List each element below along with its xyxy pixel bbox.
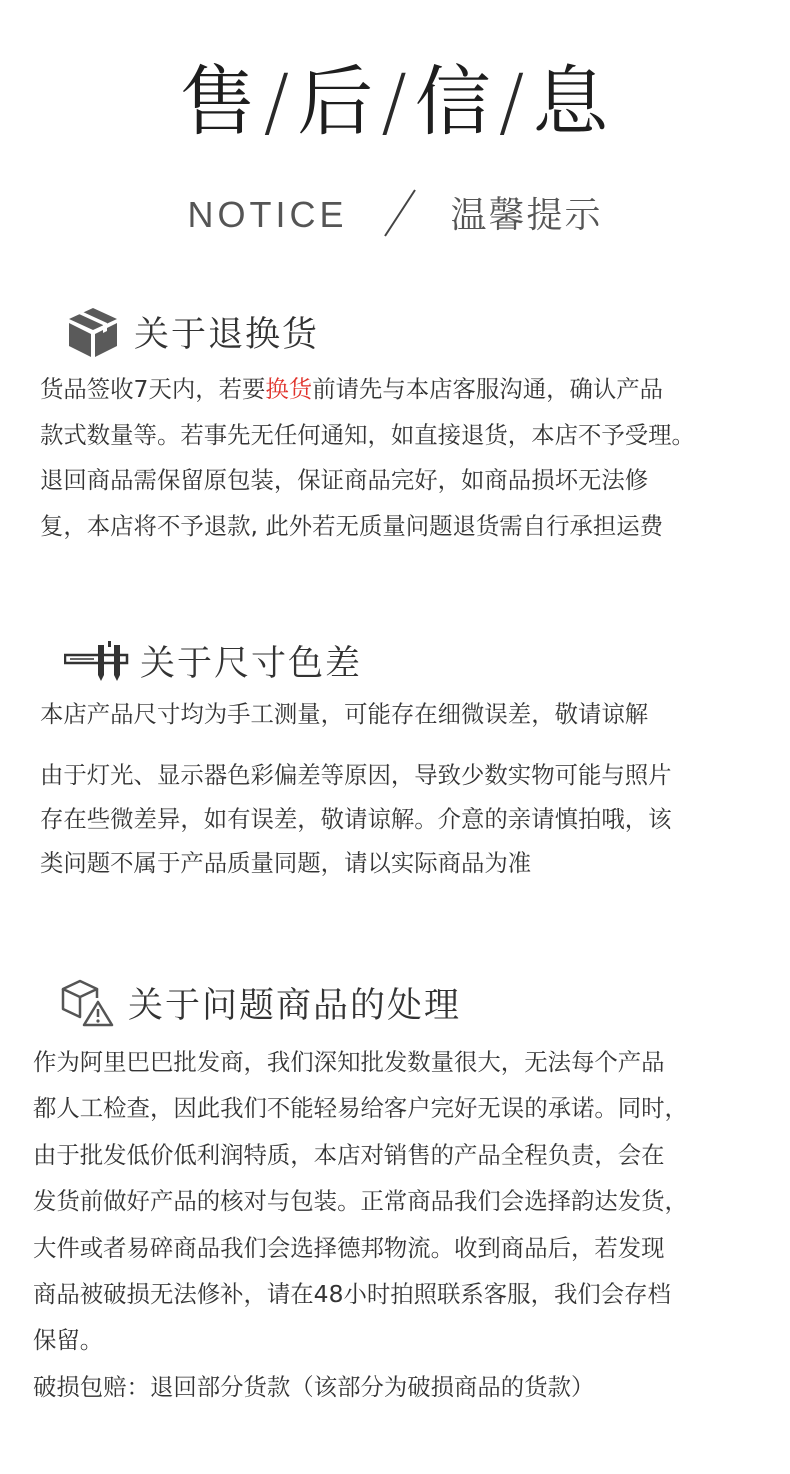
title-char: 售 [179, 57, 258, 146]
title-separator: / [498, 57, 527, 146]
title-char: 息 [532, 57, 611, 146]
title-separator: / [381, 57, 409, 146]
section-title: 关于问题商品的处理 [128, 986, 462, 1026]
paragraph-line: 由于灯光、显示器色彩偏差等原因，导致少数实物可能与照片 [40, 761, 672, 789]
title-char: 信 [414, 57, 493, 146]
package-box-icon [66, 305, 120, 359]
section-problem-header [60, 978, 461, 1028]
section-title: 关于退换货 [134, 315, 320, 355]
paragraph-line: 破损包赔：退回部分货款（该部分为破损商品的货款） [33, 1372, 595, 1401]
slash-divider-icon [381, 188, 417, 238]
subtitle [0, 190, 790, 242]
title-separator: / [263, 57, 292, 146]
paragraph-line: 退回商品需保留原包装，保证商品完好，如商品损坏无法修 [40, 466, 649, 494]
section-problem-body [33, 1039, 783, 1410]
paragraph-line: 由于批发低价低利润特质，本店对销售的产品全程负责，会在 [33, 1140, 665, 1169]
paragraph-line: 发货前做好产品的核对与包装。正常商品我们会选择韵达发货， [33, 1187, 688, 1216]
paragraph-line: 保留。 [33, 1326, 104, 1355]
section-returns-body [40, 367, 780, 549]
subtitle-chinese: 温馨提示 [450, 195, 603, 236]
section-size-header [64, 636, 362, 686]
title-char: 后 [297, 57, 376, 146]
paragraph-line: 款式数量等。若事先无任何通知，如直接退货，本店不予受理。 [40, 420, 695, 449]
paragraph-line: 复，本店将不予退款, 此外若无质量问题退货需自行承担运费 [40, 511, 664, 540]
paragraph-line: 大件或者易碎商品我们会选择德邦物流。收到商品后，若发现 [33, 1233, 665, 1262]
paragraph-line: 本店产品尺寸均为手工测量，可能存在细微误差，敬请谅解 [40, 700, 649, 728]
box-warning-icon [60, 978, 114, 1028]
section-returns-header [66, 305, 319, 359]
paragraph-line: 作为阿里巴巴批发商，我们深知批发数量很大，无法每个产品 [33, 1048, 665, 1076]
paragraph-line: 货品签收7天内，若要换货前请先与本店客服沟通，确认产品 [40, 375, 664, 403]
paragraph-line: 存在些微差异，如有误差，敬请谅解。介意的亲请慎拍哦，该 [40, 805, 672, 833]
highlight-text: 换货 [265, 375, 313, 403]
paragraph-line: 都人工检查，因此我们不能轻易给客户完好无误的承诺。同时， [33, 1094, 688, 1123]
page-title [0, 52, 790, 152]
section-title: 关于尺寸色差 [140, 644, 363, 684]
subtitle-english: NOTICE [187, 194, 348, 235]
caliper-icon [64, 641, 130, 681]
paragraph-line: 类问题不属于产品质量同题，请以实际商品为准 [40, 849, 532, 877]
section-size-body [40, 692, 780, 885]
paragraph-line: 商品被破损无法修补，请在48小时拍照联系客服，我们会存档 [33, 1280, 671, 1309]
